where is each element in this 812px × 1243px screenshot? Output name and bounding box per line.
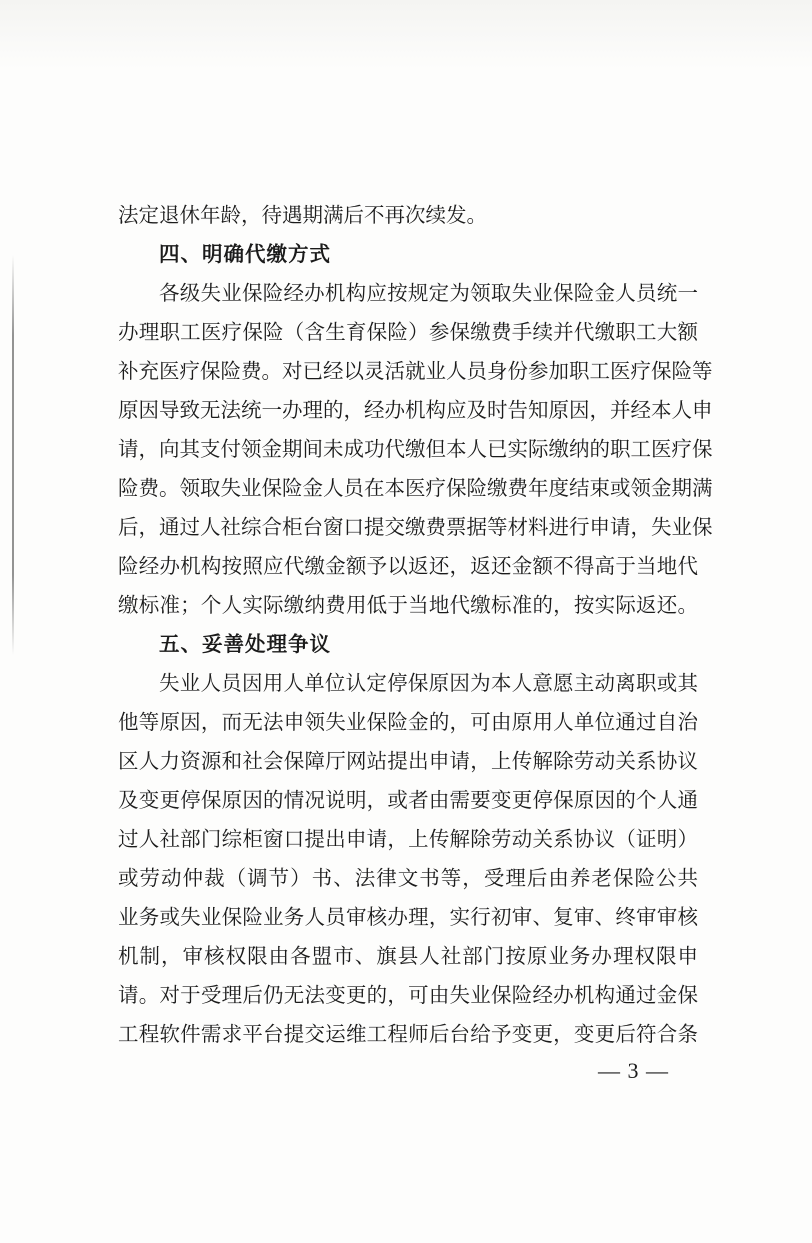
section-heading: 四、明确代缴方式	[159, 242, 331, 266]
text-line: 办理职工医疗保险（含生育保险）参保缴费手续并代缴职工大额	[118, 320, 698, 344]
text-line: 或劳动仲裁（调节）书、法律文书等，受理后由养老保险公共	[118, 866, 698, 890]
text-line: 缴标准；个人实际缴纳费用低于当地代缴标准的，按实际返还。	[118, 593, 698, 617]
text-line: 请，向其支付领金期间未成功代缴但本人已实际缴纳的职工医疗保	[118, 437, 713, 461]
page-number: — 3 —	[598, 1058, 669, 1083]
text-line: 业务或失业保险业务人员审核办理，实行初审、复审、终审审核	[118, 905, 698, 929]
document-body	[118, 196, 713, 1054]
text-line: 险经办机构按照应代缴金额予以返还，返还金额不得高于当地代	[118, 554, 698, 578]
text-line: 他等原因，而无法申领失业保险金的，可由原用人单位通过自治	[118, 710, 698, 734]
text-line: 请。对于受理后仍无法变更的，可由失业保险经办机构通过金保	[118, 983, 698, 1007]
section-heading: 五、妥善处理争议	[159, 632, 331, 656]
text-line: 法定退休年龄，待遇期满后不再次续发。	[118, 203, 487, 227]
text-line: 后，通过人社综合柜台窗口提交缴费票据等材料进行申请，失业保	[118, 515, 713, 539]
text-line: 补充医疗保险费。对已经以灵活就业人员身份参加职工医疗保险等	[118, 359, 713, 383]
scan-shadow	[0, 0, 812, 70]
text-line: 机制，审核权限由各盟市、旗县人社部门按原业务办理权限申	[118, 944, 698, 968]
text-line: 区人力资源和社会保障厅网站提出申请，上传解除劳动关系协议	[118, 749, 698, 773]
paragraph-first-line: 各级失业保险经办机构应按规定为领取失业保险金人员统一	[159, 281, 698, 305]
text-line: 及变更停保原因的情况说明，或者由需要变更停保原因的个人通	[118, 788, 698, 812]
text-line: 险费。领取失业保险金人员在本医疗保险缴费年度结束或领金期满	[118, 476, 713, 500]
scan-mark	[12, 255, 14, 655]
text-line: 过人社部门综柜窗口提出申请，上传解除劳动关系协议（证明）	[118, 827, 698, 851]
text-line: 原因导致无法统一办理的，经办机构应及时告知原因，并经本人申	[118, 398, 713, 422]
paragraph-first-line: 失业人员因用人单位认定停保原因为本人意愿主动离职或其	[159, 671, 698, 695]
text-line: 工程软件需求平台提交运维工程师后台给予变更，变更后符合条	[118, 1022, 698, 1046]
